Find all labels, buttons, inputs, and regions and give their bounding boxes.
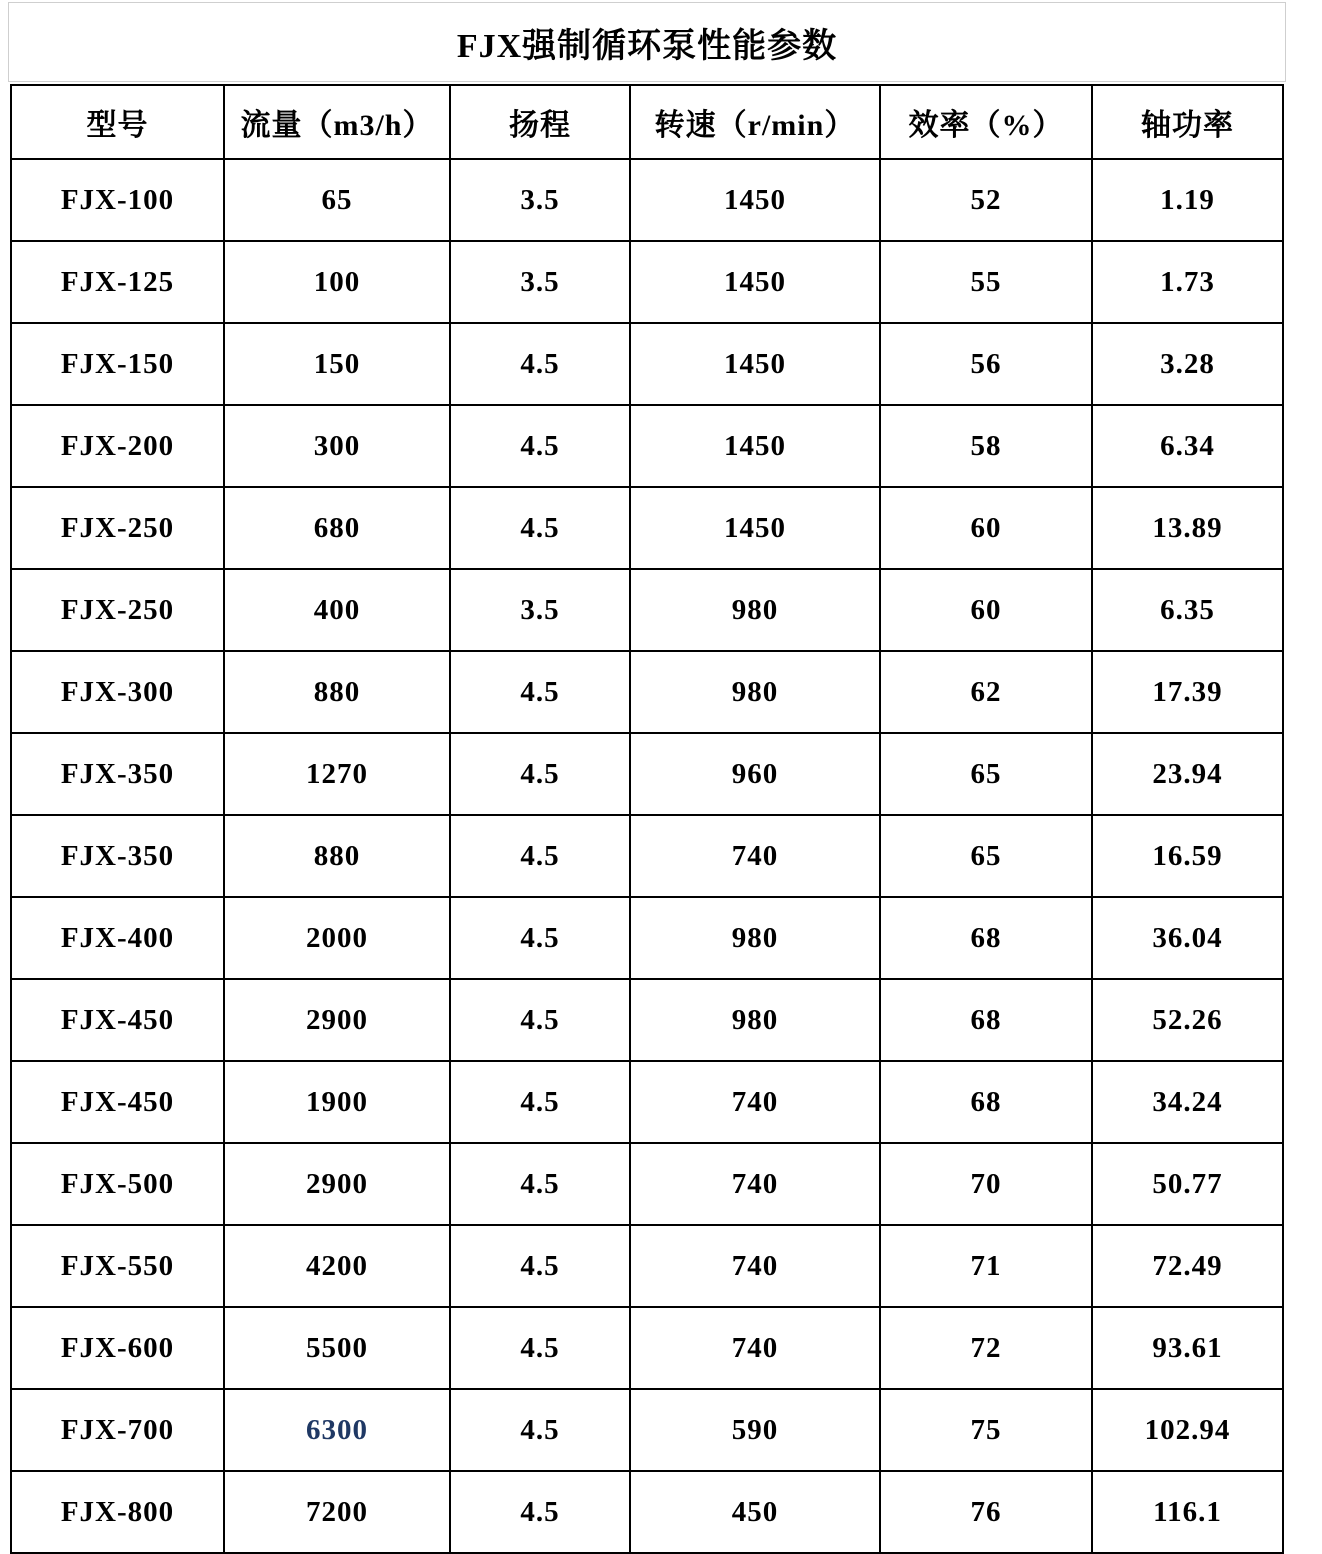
cell-flow: 880 (224, 651, 450, 733)
cell-flow: 7200 (224, 1471, 450, 1553)
column-header-speed: 转速（r/min） (630, 85, 880, 159)
table-row (11, 979, 1283, 1061)
cell-speed: 1450 (630, 405, 880, 487)
cell-shaft-power: 52.26 (1092, 979, 1283, 1061)
cell-head: 4.5 (450, 323, 630, 405)
cell-model: FJX-450 (11, 1061, 224, 1143)
cell-model: FJX-250 (11, 487, 224, 569)
cell-efficiency: 55 (880, 241, 1092, 323)
cell-model: FJX-350 (11, 815, 224, 897)
table-row (11, 487, 1283, 569)
column-header-head: 扬程 (450, 85, 630, 159)
cell-flow: 5500 (224, 1307, 450, 1389)
cell-speed: 740 (630, 1061, 880, 1143)
table-body (11, 159, 1283, 1553)
cell-head: 4.5 (450, 487, 630, 569)
cell-shaft-power: 34.24 (1092, 1061, 1283, 1143)
table-row (11, 405, 1283, 487)
table-row (11, 1471, 1283, 1553)
cell-efficiency: 58 (880, 405, 1092, 487)
cell-speed: 590 (630, 1389, 880, 1471)
cell-flow: 1900 (224, 1061, 450, 1143)
table-row (11, 733, 1283, 815)
cell-model: FJX-800 (11, 1471, 224, 1553)
cell-shaft-power: 6.34 (1092, 405, 1283, 487)
cell-model: FJX-400 (11, 897, 224, 979)
cell-efficiency: 52 (880, 159, 1092, 241)
cell-efficiency: 75 (880, 1389, 1092, 1471)
cell-speed: 1450 (630, 487, 880, 569)
table-row (11, 159, 1283, 241)
cell-shaft-power: 16.59 (1092, 815, 1283, 897)
cell-shaft-power: 102.94 (1092, 1389, 1283, 1471)
cell-flow: 880 (224, 815, 450, 897)
cell-head: 4.5 (450, 1061, 630, 1143)
cell-model: FJX-250 (11, 569, 224, 651)
cell-efficiency: 71 (880, 1225, 1092, 1307)
page-title: FJX强制循环泵性能参数 (456, 27, 838, 65)
cell-shaft-power: 1.73 (1092, 241, 1283, 323)
table-header (11, 85, 1283, 159)
cell-shaft-power: 93.61 (1092, 1307, 1283, 1389)
cell-speed: 450 (630, 1471, 880, 1553)
column-header-model: 型号 (11, 85, 224, 159)
cell-head: 3.5 (450, 569, 630, 651)
cell-shaft-power: 36.04 (1092, 897, 1283, 979)
cell-model: FJX-100 (11, 159, 224, 241)
cell-flow: 65 (224, 159, 450, 241)
cell-head: 3.5 (450, 241, 630, 323)
cell-head: 4.5 (450, 815, 630, 897)
table-row (11, 815, 1283, 897)
cell-speed: 980 (630, 979, 880, 1061)
cell-speed: 740 (630, 1143, 880, 1225)
cell-head: 4.5 (450, 733, 630, 815)
cell-head: 4.5 (450, 1225, 630, 1307)
cell-shaft-power: 116.1 (1092, 1471, 1283, 1553)
cell-efficiency: 65 (880, 733, 1092, 815)
table-row (11, 897, 1283, 979)
cell-model: FJX-350 (11, 733, 224, 815)
cell-efficiency: 60 (880, 487, 1092, 569)
cell-efficiency: 68 (880, 897, 1092, 979)
cell-speed: 980 (630, 651, 880, 733)
performance-parameters-table (10, 84, 1284, 1554)
cell-shaft-power: 23.94 (1092, 733, 1283, 815)
cell-head: 4.5 (450, 1389, 630, 1471)
cell-efficiency: 62 (880, 651, 1092, 733)
cell-efficiency: 72 (880, 1307, 1092, 1389)
cell-model: FJX-300 (11, 651, 224, 733)
cell-model: FJX-125 (11, 241, 224, 323)
table-row (11, 1225, 1283, 1307)
table-row (11, 1307, 1283, 1389)
column-header-efficiency: 效率（%） (880, 85, 1092, 159)
cell-head: 4.5 (450, 1143, 630, 1225)
cell-head: 4.5 (450, 1307, 630, 1389)
cell-flow: 300 (224, 405, 450, 487)
cell-model: FJX-450 (11, 979, 224, 1061)
table-row (11, 1389, 1283, 1471)
column-header-shaft-power: 轴功率 (1092, 85, 1283, 159)
cell-flow: 2000 (224, 897, 450, 979)
cell-shaft-power: 6.35 (1092, 569, 1283, 651)
table-row (11, 241, 1283, 323)
cell-flow: 1270 (224, 733, 450, 815)
table-row (11, 569, 1283, 651)
cell-shaft-power: 13.89 (1092, 487, 1283, 569)
table-header-row (11, 85, 1283, 159)
cell-model: FJX-200 (11, 405, 224, 487)
cell-flow: 150 (224, 323, 450, 405)
cell-speed: 960 (630, 733, 880, 815)
cell-model: FJX-150 (11, 323, 224, 405)
cell-speed: 740 (630, 1307, 880, 1389)
cell-efficiency: 65 (880, 815, 1092, 897)
cell-speed: 980 (630, 897, 880, 979)
cell-flow: 100 (224, 241, 450, 323)
cell-head: 3.5 (450, 159, 630, 241)
cell-flow: 400 (224, 569, 450, 651)
cell-model: FJX-550 (11, 1225, 224, 1307)
cell-flow: 4200 (224, 1225, 450, 1307)
cell-model: FJX-700 (11, 1389, 224, 1471)
cell-head: 4.5 (450, 1471, 630, 1553)
table-row (11, 1061, 1283, 1143)
cell-efficiency: 56 (880, 323, 1092, 405)
table-row (11, 651, 1283, 733)
cell-head: 4.5 (450, 651, 630, 733)
table-row (11, 1143, 1283, 1225)
cell-speed: 1450 (630, 159, 880, 241)
cell-speed: 740 (630, 815, 880, 897)
cell-speed: 740 (630, 1225, 880, 1307)
cell-shaft-power: 1.19 (1092, 159, 1283, 241)
cell-head: 4.5 (450, 979, 630, 1061)
cell-shaft-power: 17.39 (1092, 651, 1283, 733)
cell-speed: 1450 (630, 323, 880, 405)
cell-flow: 2900 (224, 1143, 450, 1225)
cell-efficiency: 70 (880, 1143, 1092, 1225)
title-band (8, 2, 1286, 82)
cell-efficiency: 60 (880, 569, 1092, 651)
cell-shaft-power: 3.28 (1092, 323, 1283, 405)
column-header-flow: 流量（m3/h） (224, 85, 450, 159)
cell-head: 4.5 (450, 405, 630, 487)
cell-efficiency: 68 (880, 1061, 1092, 1143)
cell-efficiency: 76 (880, 1471, 1092, 1553)
cell-head: 4.5 (450, 897, 630, 979)
table-row (11, 323, 1283, 405)
cell-model: FJX-500 (11, 1143, 224, 1225)
cell-speed: 980 (630, 569, 880, 651)
cell-speed: 1450 (630, 241, 880, 323)
cell-flow: 680 (224, 487, 450, 569)
cell-efficiency: 68 (880, 979, 1092, 1061)
cell-shaft-power: 72.49 (1092, 1225, 1283, 1307)
cell-shaft-power: 50.77 (1092, 1143, 1283, 1225)
cell-model: FJX-600 (11, 1307, 224, 1389)
cell-flow: 6300 (224, 1389, 450, 1471)
cell-flow: 2900 (224, 979, 450, 1061)
